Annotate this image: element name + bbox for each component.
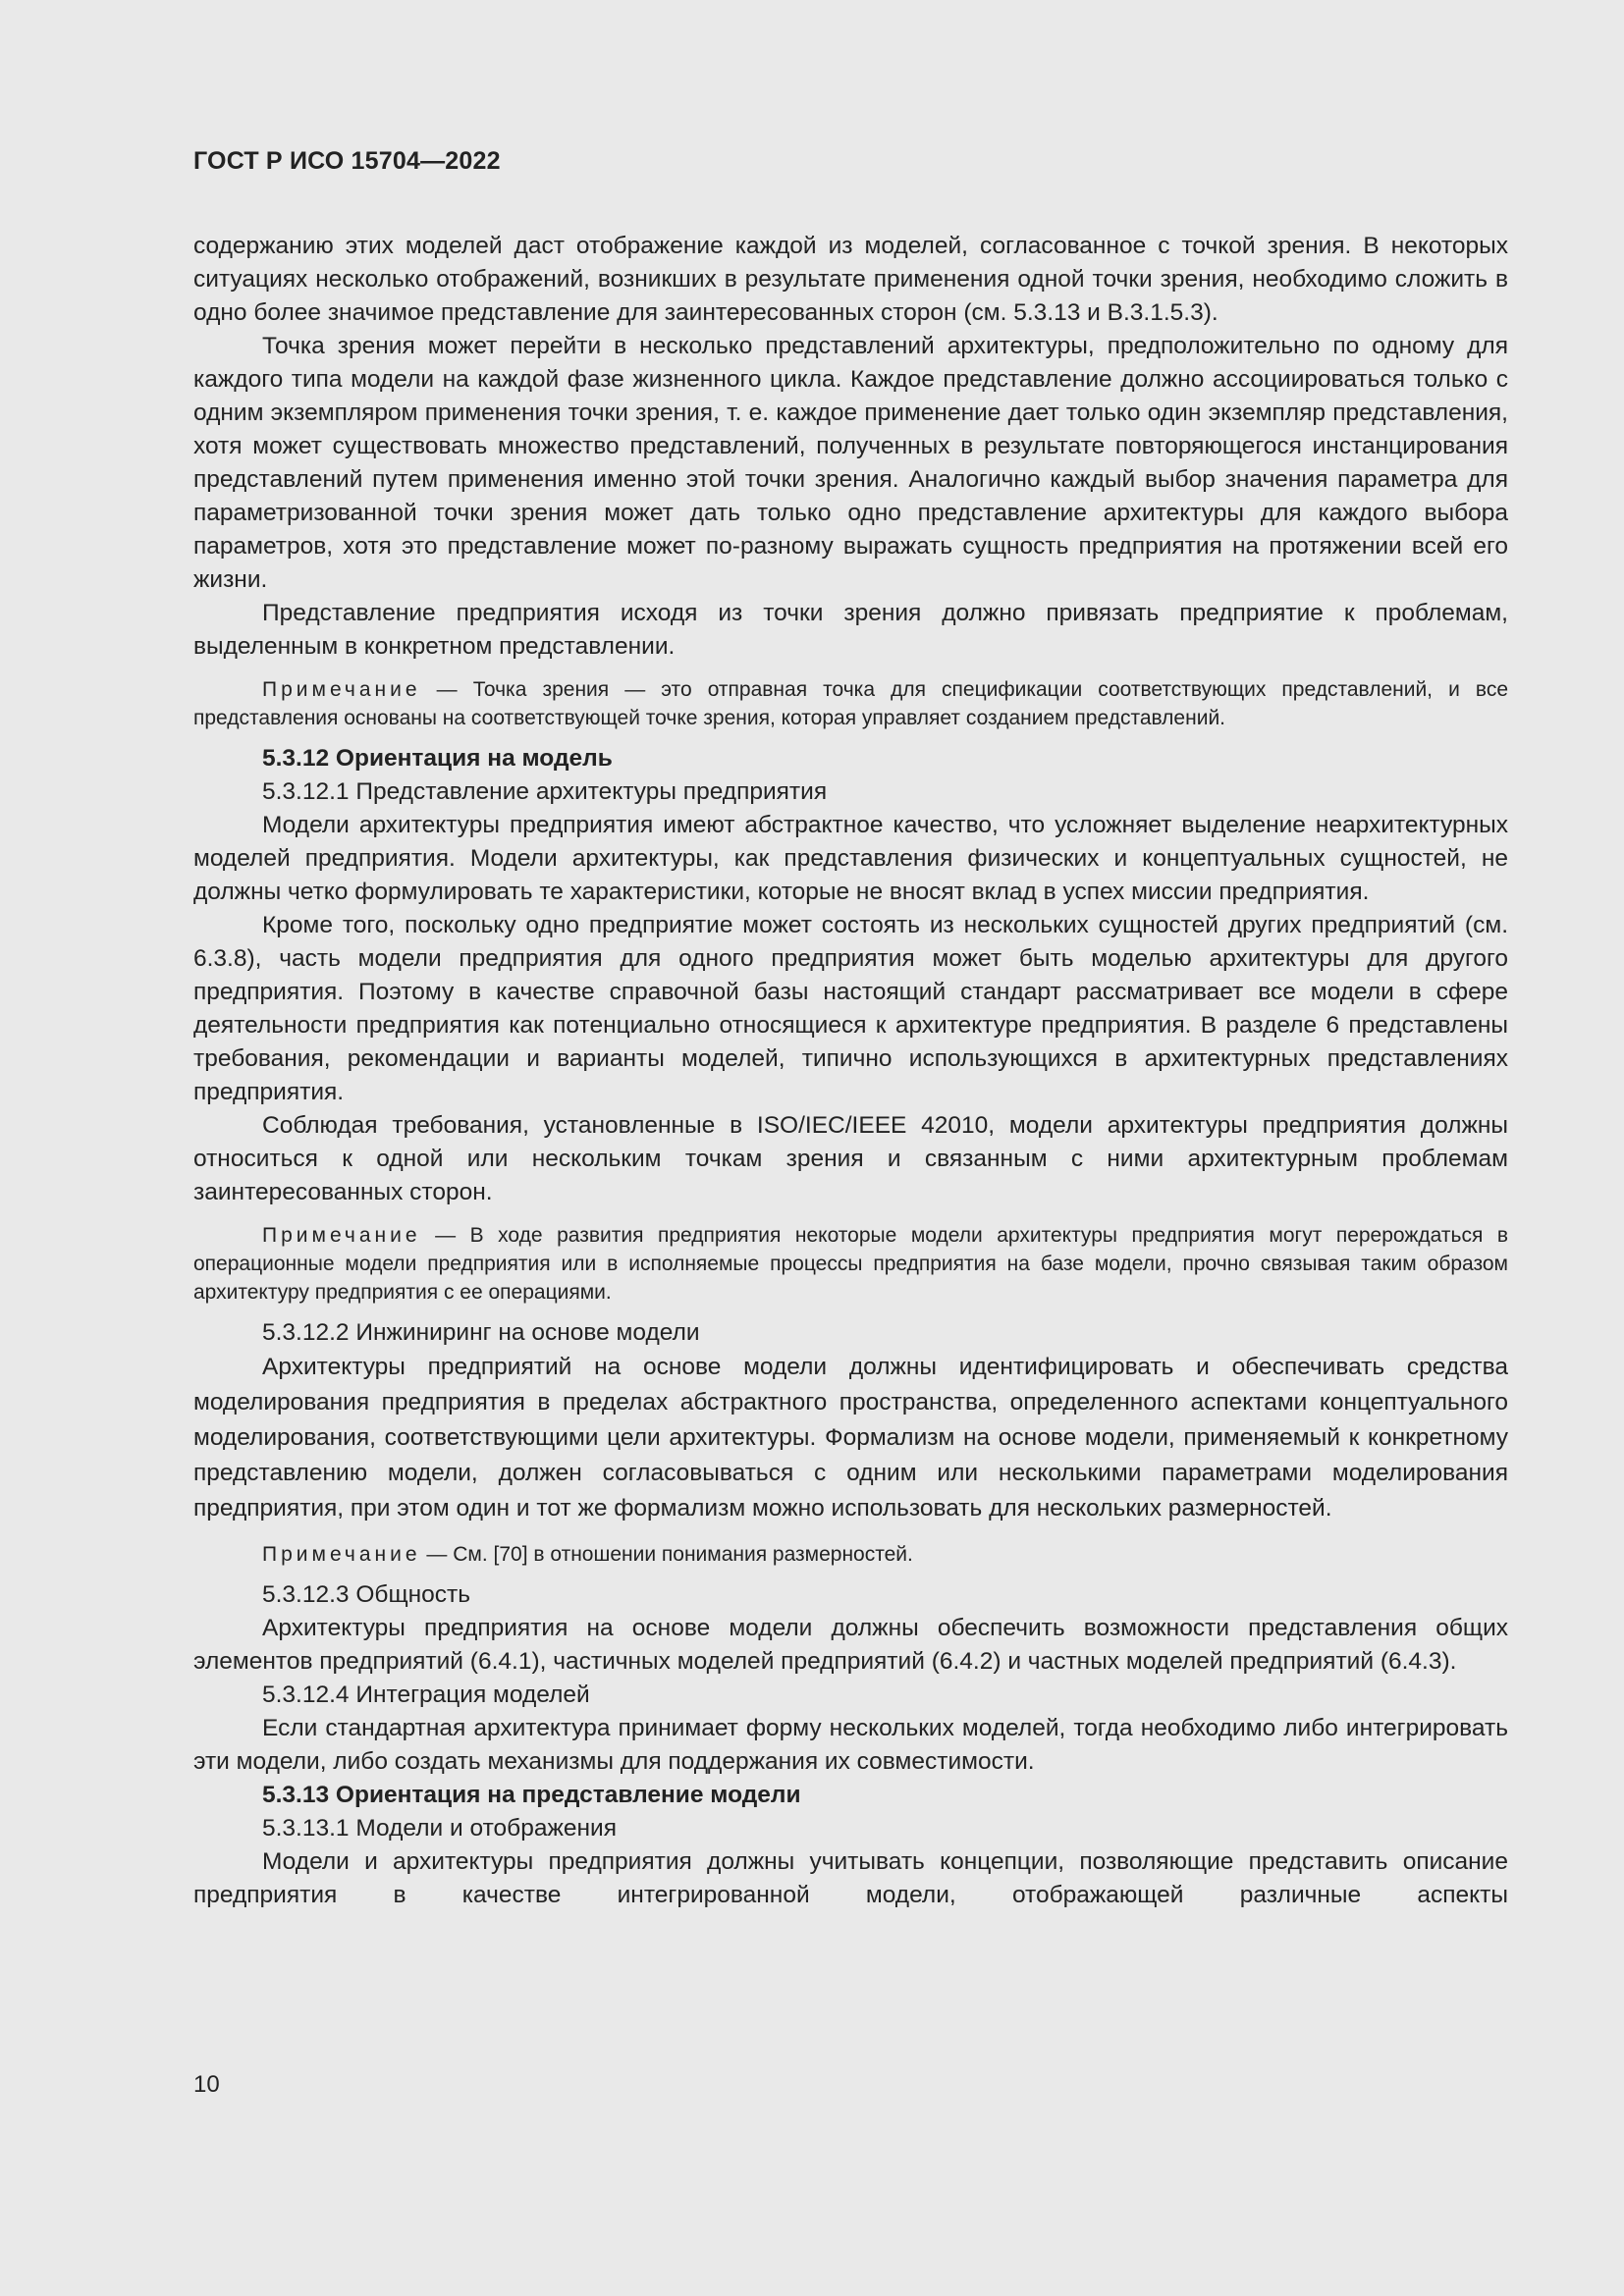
note	[193, 1540, 1508, 1569]
paragraph: Кроме того, поскольку одно предприятие может состоять из нескольких сущностей других предприятий (см. 6.3.8), часть модели предприятия для одного предприятия может быть моделью архитектуры для другого предприятия. Поэтому в качестве справочной базы настоящий стандарт рассматривает все модели в сфере деятельности предприятия как потенциально относящиеся к архитектуре предприятия. В разделе 6 представлены требования, рекомендации и варианты моделей, типично использующихся в архитектурных представлениях предприятия.	[193, 912, 1508, 1105]
paragraph: Представление предприятия исходя из точки зрения должно привязать предприятие к проблемам, выделенным в конкретном представлении.	[193, 600, 1508, 660]
paragraph: Архитектуры предприятия на основе модели должны обеспечить возможности представления общих элементов предприятий (6.4.1), частичных моделей предприятий (6.4.2) и частных моделей предприятий (6.4.3).	[193, 1615, 1508, 1675]
paragraph: Соблюдая требования, установленные в ISO/IEC/IEEE 42010, модели архитектуры предприятия должны относиться к одной или нескольким точкам зрения и связанным с ними архитектурным проблемам заинтересованных сторон.	[193, 1112, 1508, 1205]
paragraph: Точка зрения может перейти в несколько представлений архитектуры, предположительно по одному для каждого типа модели на каждой фазе жизненного цикла. Каждое представление должно ассоциироваться только с одним экземпляром применения точки зрения, т. е. каждое применение дает только один экземпляр представления, хотя может существовать множество представлений, полученных в результате повторяющегося инстанцирования представлений путем применения именно этой точки зрения. Аналогично каждый выбор значения параметра для параметризованной точки зрения может дать только одно представление архитектуры для каждого выбора параметров, хотя это представление может по-разному выражать сущность предприятия на протяжении всей его жизни.	[193, 333, 1508, 593]
page-content	[193, 230, 1508, 1912]
note-text: — См. [70] в отношении понимания размерностей.	[420, 1543, 913, 1566]
note-text: — В ходе развития предприятия некоторые модели архитектуры предприятия могут перерождаться в операционные модели предприятия или в исполняемые процессы предприятия на базе модели, прочно связывая таким образом архитектуру предприятия с ее операциями.	[193, 1224, 1508, 1304]
paragraph: Модели и архитектуры предприятия должны учитывать концепции, позволяющие представить описание предприятия в качестве интегрированной модели, отображающей различные аспекты	[193, 1848, 1508, 1908]
document-header: ГОСТ Р ИСО 15704—2022	[193, 147, 501, 175]
section-heading: 5.3.12 Ориентация на модель	[262, 745, 613, 772]
note-label: Примечание	[262, 1224, 421, 1247]
subsection-heading: 5.3.13.1 Модели и отображения	[262, 1815, 617, 1842]
page-number: 10	[193, 2071, 220, 2098]
note	[193, 675, 1508, 732]
note-text: — Точка зрения — это отправная точка для спецификации соответствующих представлений, и все представления основаны на соответствующей точке зрения, которая управляет созданием представлений.	[193, 678, 1508, 729]
paragraph: Архитектуры предприятий на основе модели должны идентифицировать и обеспечивать средства моделирования предприятия в пределах абстрактного пространства, определенного аспектами концептуального моделирования, соответствующими цели архитектуры. Формализм на основе модели, применяемый к конкретному представлению модели, должен согласовываться с одним или несколькими параметрами моделирования предприятия, при этом один и тот же формализм можно использовать для нескольких размерностей.	[193, 1354, 1508, 1522]
subsection-heading: 5.3.12.1 Представление архитектуры предприятия	[262, 778, 828, 805]
paragraph: Если стандартная архитектура принимает форму нескольких моделей, тогда необходимо либо интегрировать эти модели, либо создать механизмы для поддержания их совместимости.	[193, 1715, 1508, 1775]
paragraph: Модели архитектуры предприятия имеют абстрактное качество, что усложняет выделение неархитектурных моделей предприятия. Модели архитектуры, как представления физических и концептуальных сущностей, не должны четко формулировать те характеристики, которые не вносят вклад в успех миссии предприятия.	[193, 812, 1508, 905]
paragraph: содержанию этих моделей даст отображение каждой из моделей, согласованное с точкой зрения. В некоторых ситуациях несколько отображений, возникших в результате применения одной точки зрения, необходимо сложить в одно более значимое представление для заинтересованных сторон (см. 5.3.13 и В.3.1.5.3).	[193, 233, 1508, 326]
section-heading: 5.3.13 Ориентация на представление модели	[262, 1782, 801, 1808]
subsection-heading: 5.3.12.4 Интеграция моделей	[262, 1682, 590, 1708]
subsection-heading: 5.3.12.3 Общность	[262, 1581, 470, 1608]
note	[193, 1221, 1508, 1307]
note-label: Примечание	[262, 1543, 421, 1566]
subsection-heading: 5.3.12.2 Инжиниринг на основе модели	[262, 1319, 700, 1346]
note-label: Примечание	[262, 678, 421, 701]
